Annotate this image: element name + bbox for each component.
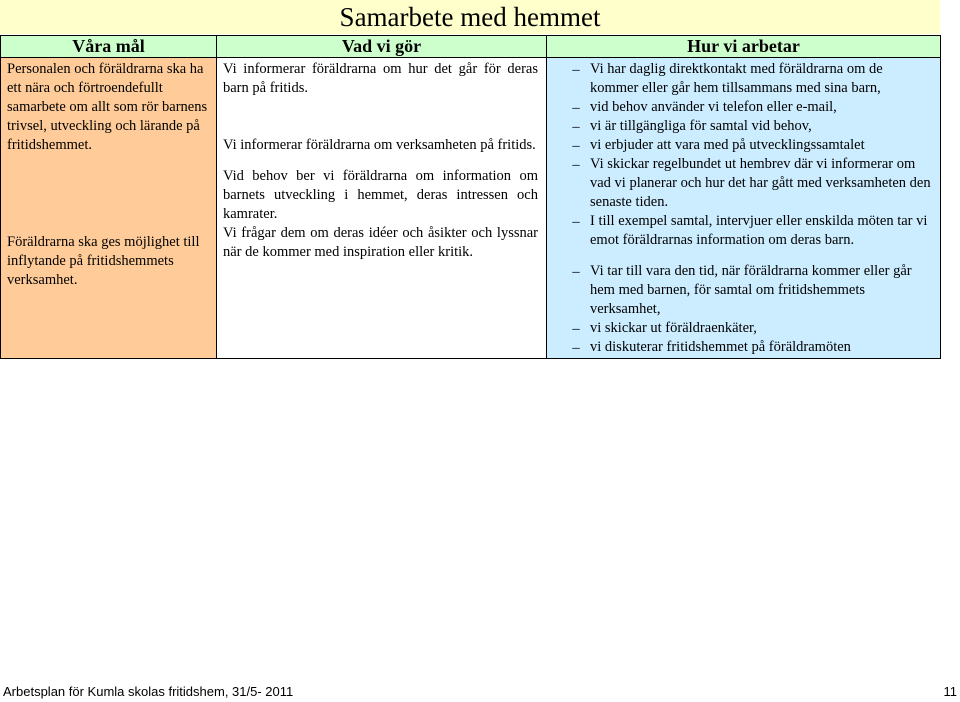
list-item [547, 155, 934, 212]
dash-bullet: – [572, 119, 580, 135]
list-item-text: Vi har daglig direktkontakt med föräldrarna om de kommer eller går hem tillsammans med sina barn, [590, 61, 883, 96]
hur-list [547, 58, 940, 357]
gor-text-3: Vid behov ber vi föräldrarna om information om barnets utveckling i hemmet, deras intressen och kamrater. [223, 168, 538, 222]
cell-gor [217, 58, 547, 359]
list-item [547, 319, 934, 338]
plan-table [0, 35, 941, 359]
header-row [1, 36, 941, 58]
mal-text-1: Personalen och föräldrarna ska ha ett nära och förtroendefullt samarbete om allt som rör barnens trivsel, utveckling och lärande på fritidshemmet. [7, 61, 208, 153]
list-item-text: vi diskuterar fritidshemmet på föräldramöten [590, 339, 851, 355]
list-item-text: vid behov använder vi telefon eller e-mail, [590, 99, 837, 115]
content-row [1, 58, 941, 359]
cell-mal [1, 58, 217, 359]
gor-text-2: Vi informerar föräldrarna om verksamheten på fritids. [223, 137, 536, 153]
page-number: 11 [943, 684, 957, 699]
list-item [547, 212, 934, 250]
mal-text-2: Föräldrarna ska ges möjlighet till inflytande på fritidshemmets verksamhet. [7, 234, 200, 288]
footer-text: Arbetsplan för Kumla skolas fritidshem, 31/5- 2011 [3, 684, 294, 699]
list-item [547, 98, 934, 117]
gor-text-4: Vi frågar dem om deras idéer och åsikter och lyssnar när de kommer med inspiration eller kritik. [223, 225, 538, 260]
dash-bullet: – [572, 321, 580, 337]
list-item [547, 262, 934, 319]
dash-bullet: – [572, 138, 580, 154]
dash-bullet: – [572, 100, 580, 116]
list-item [547, 136, 934, 155]
list-item [547, 60, 934, 98]
gor-text-1: Vi informerar föräldrarna om hur det går för deras barn på fritids. [223, 61, 538, 96]
dash-bullet: – [572, 62, 580, 78]
list-item-text: Vi skickar regelbundet ut hembrev där vi informerar om vad vi planerar och hur det har gått med verksamheten den senaste tiden. [590, 156, 931, 210]
page-title: Samarbete med hemmet [339, 2, 601, 32]
dash-bullet: – [572, 157, 580, 173]
column-header-gor: Vad vi gör [217, 36, 547, 58]
list-item [547, 338, 934, 357]
list-item-text: vi erbjuder att vara med på utvecklingssamtalet [590, 137, 865, 153]
list-item-text: I till exempel samtal, intervjuer eller enskilda möten tar vi emot föräldrarnas information om deras barn. [590, 213, 928, 248]
dash-bullet: – [572, 214, 580, 230]
dash-bullet: – [572, 340, 580, 356]
list-item-text: Vi tar till vara den tid, när föräldrarna kommer eller går hem med barnen, för samtal om fritidshemmets verksamhet, [590, 263, 912, 317]
title-band [0, 0, 940, 34]
list-item [547, 117, 934, 136]
list-item-text: vi är tillgängliga för samtal vid behov, [590, 118, 812, 134]
cell-hur [547, 58, 941, 359]
column-header-hur: Hur vi arbetar [547, 36, 941, 58]
column-header-mal: Våra mål [1, 36, 217, 58]
dash-bullet: – [572, 264, 580, 280]
list-item-text: vi skickar ut föräldraenkäter, [590, 320, 757, 336]
